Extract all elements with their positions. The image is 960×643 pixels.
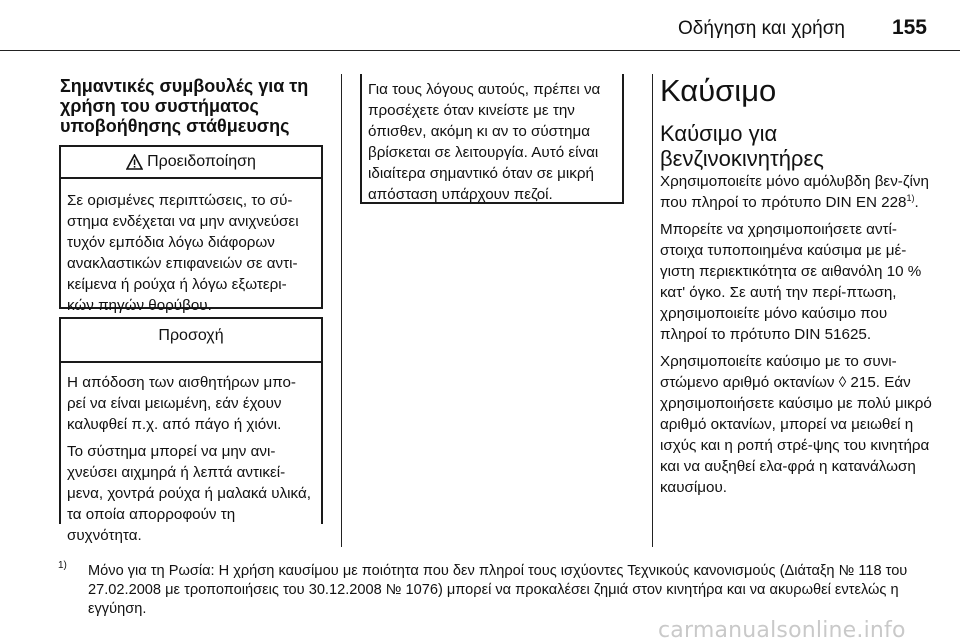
warning-text: Σε ορισμένες περιπτώσεις, το σύ‐στημα ενδέχεται να μην ανιχνεύσει τυχόν εμπόδια λόγω διάφορων ανακλαστικών επιφανειών σε αντι‐κείμενα ή ρούχα ή λόγω εξωτερι‐κών πηγών θορύβου. (67, 192, 299, 314)
continued-caution-box (360, 74, 624, 204)
fuel-paragraph-1: Χρησιμοποιείτε μόνο αμόλυβδη βεν‐ζίνη που πληροί το πρότυπο DIN EN 228$^{1)}$. (660, 173, 929, 211)
warning-box (59, 145, 323, 314)
page-header-title: Οδήγηση και χρήση (678, 18, 845, 39)
footnote-text: Μόνο για τη Ρωσία: Η χρήση καυσίμου με ποιότητα που δεν πληροί τους ισχύοντες Τεχνικούς κανονισμούς (Διάταξη № 118 του 27.02.2008 με τροποποιήσεις του 30.12.2008 № 1076) μπορεί να προκαλέσει ζημιά στον κινητήρα και να ακυρωθεί εντελώς η εγγύηση. (88, 563, 908, 617)
column-divider-2 (652, 74, 653, 547)
page-number: 155 (891, 16, 927, 39)
fuel-subheading: Καύσιμο για βενζινοκινητήρες (660, 121, 824, 171)
fuel-paragraph-2: Μπορείτε να χρησιμοποιήσετε αντί‐στοιχα τυποποιημένα καύσιμα με μέ‐γιστη περιεκτικότητα σε αιθανόλη 10 % κατ' όγκο. Σε αυτή την περί‐πτωση, χρησιμοποιείτε μόνο καύσιμο που πληροί το πρότυπο DIN 51625. (660, 221, 922, 343)
caution-heading: Προσοχή (158, 327, 224, 344)
section-title: Σημαντικές συμβουλές για τη χρήση του συστήματος υποβοήθησης στάθμευσης (60, 76, 309, 136)
warning-box-header (61, 147, 321, 177)
warning-triangle-icon (126, 154, 143, 170)
fuel-heading: Καύσιμο (660, 73, 777, 108)
page-reference-link[interactable]: ◊ 215. (838, 374, 880, 391)
continued-caution-text: Για τους λόγους αυτούς, πρέπει να προσέχετε όταν κινείστε με την όπισθεν, ακόμη κι αν το σύστημα βρίσκεται σε λειτουργία. Αυτό είναι ιδιαίτερα σημαντικό όταν σε μικρή απόσταση υπάρχουν πεζοί. (368, 81, 601, 203)
caution-body (61, 363, 321, 546)
watermark: carmanualsonline.info (658, 618, 906, 643)
footnote-marker: 1) (58, 560, 67, 571)
fuel-paragraph-3: Χρησιμοποιείτε καύσιμο με το συνι‐στώμενο αριθμό οκτανίων ◊ 215. Εάν χρησιμοποιήσετε καύσιμο με πολύ μικρό αριθμό οκτανίων, μπορεί να μειωθεί η ισχύς και η ροπή στρέ‐ψης του κινητήρα και να αυξηθεί ελα‐φρά η κατανάλωση καυσίμου. (660, 353, 932, 496)
caution-paragraph-1: Η απόδοση των αισθητήρων μπο‐ρεί να είναι μειωμένη, εάν έχουν καλυφθεί π.χ. από πάγο ή χιόνι. (67, 374, 296, 433)
caution-paragraph-2: Το σύστημα μπορεί να μην ανι‐χνεύσει αιχμηρά ή λεπτά αντικεί‐μενα, χοντρά ρούχα ή μαλακά υλικά, τα οποία απορροφούν τη συχνότητα. (67, 443, 311, 544)
column-divider-1 (341, 74, 342, 547)
fuel-body (660, 171, 935, 504)
footnote-reference: 1) (906, 193, 915, 203)
warning-heading: Προειδοποίηση (147, 153, 256, 170)
caution-box (59, 317, 323, 544)
header-divider (0, 50, 960, 51)
